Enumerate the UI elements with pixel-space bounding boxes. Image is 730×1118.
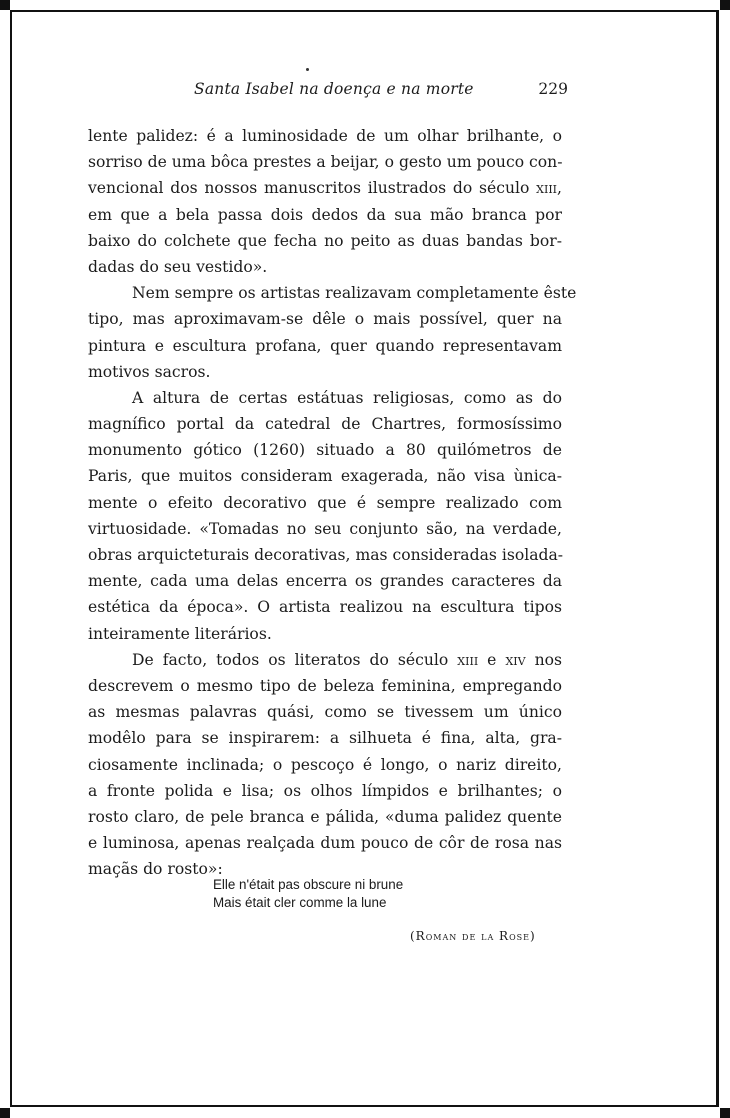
text-line: e luminosa, apenas realçada dum pouco de côr de rosa nas bbox=[88, 834, 562, 853]
text-line: virtuosidade. «Tomadas no seu conjunto são, na verdade, bbox=[88, 519, 562, 538]
text-line: inteiramente literários. bbox=[88, 624, 272, 643]
text-line: as mesmas palavras quási, como se tivessem um único bbox=[88, 703, 562, 722]
text-line: motivos sacros. bbox=[88, 362, 211, 381]
scan-corner-mark bbox=[720, 1108, 730, 1118]
text-line: estética da época». O artista realizou na escultura tipos bbox=[88, 598, 562, 617]
text-line: ciosamente inclinada; o pescoço é longo, o nariz direito, bbox=[88, 755, 562, 774]
text-line: A altura de certas estátuas religiosas, como as do bbox=[132, 388, 562, 407]
text-line: vencional dos nossos manuscritos ilustrados do século xiii, bbox=[88, 179, 562, 198]
text-line: lente palidez: é a luminosidade de um olhar brilhante, o bbox=[88, 127, 562, 145]
running-head bbox=[90, 80, 568, 104]
text-line: baixo do colchete que fecha no peito as duas bandas bor- bbox=[88, 231, 562, 250]
text-line: mente, cada uma delas encerra os grandes caracteres da bbox=[88, 572, 562, 591]
scan-corner-mark bbox=[0, 1108, 10, 1118]
verse-line: Elle n'était pas obscure ni brune bbox=[213, 877, 404, 892]
text-line: mente o efeito decorativo que é sempre realizado com bbox=[88, 493, 562, 512]
text-line: Nem sempre os artistas realizavam completamente êste bbox=[132, 284, 577, 303]
text-line: descrevem o mesmo tipo de beleza feminina, empregando bbox=[88, 676, 562, 695]
scan-speck bbox=[306, 68, 309, 71]
text-line: Paris, que muitos consideram exagerada, não visa ùnica- bbox=[88, 467, 562, 486]
scan-corner-mark bbox=[0, 0, 10, 10]
body-text bbox=[88, 123, 577, 882]
text-line: sorriso de uma bôca prestes a beijar, o gesto um pouco con- bbox=[88, 153, 563, 172]
text-line: monumento gótico (1260) situado a 80 quilómetros de bbox=[88, 441, 562, 460]
text-line: modêlo para se inspirarem: a silhueta é fina, alta, gra- bbox=[88, 729, 562, 748]
text-line: obras arquicteturais decorativas, mas consideradas isolada- bbox=[88, 546, 564, 564]
text-line: em que a bela passa dois dedos da sua mão branca por bbox=[88, 205, 562, 224]
verse-quote bbox=[213, 876, 403, 912]
text-line: a fronte polida e lisa; os olhos límpidos e brilhantes; o bbox=[88, 781, 562, 800]
verse-line: Mais était cler comme la lune bbox=[213, 895, 387, 910]
text-line: tipo, mas aproximavam-se dêle o mais possível, quer na bbox=[88, 310, 562, 329]
scan-corner-mark bbox=[720, 0, 730, 10]
text-line: rosto claro, de pele branca e pálida, «duma palidez quente bbox=[88, 807, 562, 826]
quote-attribution: (Roman de la Rose) bbox=[410, 929, 536, 943]
page-number: 229 bbox=[538, 80, 568, 98]
text-line: pintura e escultura profana, quer quando representavam bbox=[88, 336, 562, 355]
text-line: De facto, todos os literatos do século xiii e xiv nos bbox=[132, 650, 563, 669]
running-title: Santa Isabel na doença e na morte bbox=[194, 80, 474, 98]
text-line: magnífico portal da catedral de Chartres, formosíssimo bbox=[88, 415, 562, 434]
text-line: dadas do seu vestido». bbox=[88, 257, 268, 276]
text-line: maçãs do rosto»: bbox=[88, 860, 223, 879]
